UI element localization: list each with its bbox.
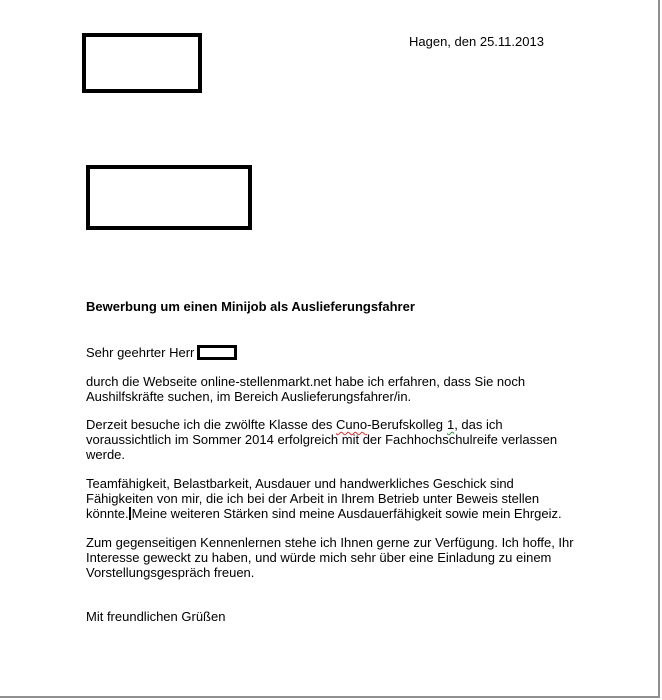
paragraph-line: voraussichtlich im Sommer 2014 erfolgreich mit der Fachhochschulreife verlassen [86,432,558,447]
paragraph-line: Zum gegenseitigen Kennenlernen stehe ich Ihnen gerne zur Verfügung. Ich hoffe, Ihr [86,535,574,550]
paragraph-skills [86,476,562,521]
text-run: Derzeit besuche ich die zwölfte Klasse des [86,417,337,432]
paragraph-line [86,417,557,432]
letter-subject: Bewerbung um einen Minijob als Auslieferungsfahrer [86,299,415,314]
redacted-recipient-address [86,165,252,230]
text-run: könnte. [86,506,129,521]
grammar-error-word: 1 [446,417,455,432]
paragraph-line: Interesse geweckt zu haben, und würde mich sehr über eine Einladung zu einem [86,550,552,565]
paragraph-closing-request [86,535,574,580]
text-cursor[interactable] [129,507,131,520]
paragraph-line: werde. [86,447,126,462]
paragraph-line: Fähigkeiten von mir, die ich bei der Arbeit in Ihrem Betrieb unter Beweis stellen [86,491,540,506]
letter-date: Hagen, den 25.11.2013 [409,34,544,49]
paragraph-line [86,506,562,521]
salutation-text: Sehr geehrter Herr [86,345,195,360]
text-run: Meine weiteren Stärken sind meine Ausdauerfähigkeit sowie mein Ehrgeiz. [131,506,562,521]
closing-formula [86,609,225,624]
paragraph-line: Teamfähigkeit, Belastbarkeit, Ausdauer und handwerkliches Geschick sind [86,476,514,491]
paragraph-source [86,374,525,404]
text-run: -Berufskolleg [367,417,443,432]
paragraph-school [86,417,557,462]
redacted-recipient-name [197,345,237,360]
redacted-sender-address [82,33,202,93]
paragraph-line: Vorstellungsgespräch freuen. [86,565,255,580]
paragraph-line: durch die Webseite online-stellenmarkt.net habe ich erfahren, dass Sie noch [86,374,526,389]
salutation [86,345,194,361]
spelling-error-word: Cuno [336,417,368,432]
text-run: , das ich [454,417,503,432]
paragraph-line: Aushilfskräfte suchen, im Bereich Auslieferungsfahrer/in. [86,389,412,404]
closing-text: Mit freundlichen Grüßen [86,609,226,624]
